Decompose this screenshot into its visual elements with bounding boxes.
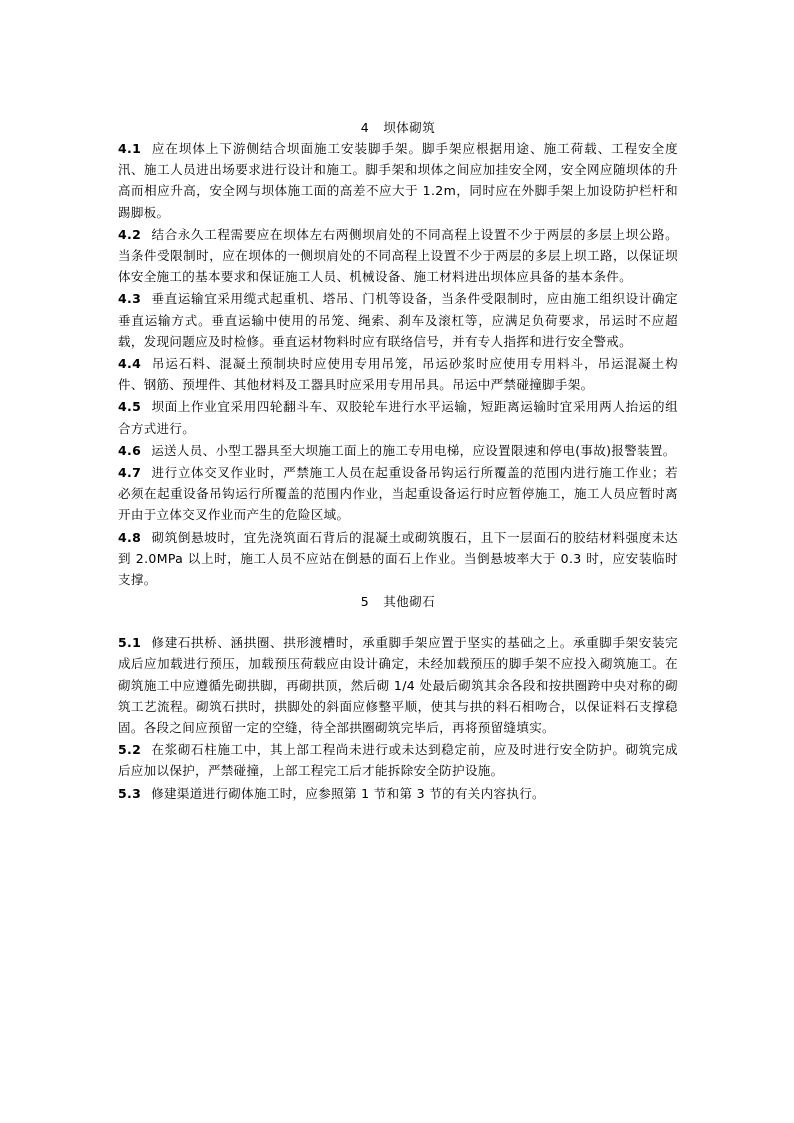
clause-text: 结合永久工程需要应在坝体左右两侧坝肩处的不同高程上设置不少于两层的多层上坝公路。当条件受限制时，应在坝体的一侧坝肩处的不同高程上设置不少于两层的多层上坝工路，以保证坝体安全施工的基本要求和保证施工人员、机械设备、施工材料进出坝体应具备的基本条件。 bbox=[118, 226, 678, 285]
clause-text: 修建渠道进行砌体施工时，应参照第 1 节和第 3 节的有关内容执行。 bbox=[151, 785, 545, 801]
clause-text: 运送人员、小型工器具至大坝施工面上的施工专用电梯，应设置限速和停电(事故)报警装置。 bbox=[151, 442, 676, 458]
clause-number: 5.1 bbox=[118, 635, 142, 651]
clause-text: 进行立体交叉作业时，严禁施工人员在起重设备吊钩运行所覆盖的范围内进行施工作业；若必须在起重设备吊钩运行所覆盖的范围内作业，当起重设备运行时应暂停施工，施工人员应暂时离开由于立体交叉作业而产生的危险区域。 bbox=[118, 465, 678, 523]
section-number: 5 bbox=[360, 594, 370, 610]
clause-4-8 bbox=[118, 527, 678, 591]
clause-5-1 bbox=[118, 632, 678, 738]
clause-4-2 bbox=[118, 224, 678, 288]
clause-5-3 bbox=[118, 783, 678, 804]
section-number: 4 bbox=[360, 120, 370, 135]
clause-number: 4.4 bbox=[118, 356, 142, 372]
clause-number: 5.3 bbox=[118, 785, 142, 801]
clause-text: 吊运石料、混凝土预制块时应使用专用吊笼，吊运砂浆时应使用专用料斗，吊运混凝土构件、钢筋、预埋件、其他材料及工器具时应采用专用吊具。吊运中严禁碰撞脚手架。 bbox=[118, 356, 678, 393]
clause-number: 4.8 bbox=[118, 529, 142, 545]
clause-text: 应在坝体上下游侧结合坝面施工安装脚手架。脚手架应根据用途、施工荷载、工程安全度汛、施工人员进出场要求进行设计和施工。脚手架和坝体之间应加挂安全网，安全网应随坝体的升高而相应升高，安全网与坝体施工面的高差不应大于 1.2m，同时应在外脚手架上加设防护栏杆和踢脚板。 bbox=[118, 141, 678, 220]
clause-4-1 bbox=[118, 138, 678, 223]
section-heading-5 bbox=[118, 591, 678, 612]
clause-text: 砌筑倒悬坡时，宜先浇筑面石背后的混凝土或砌筑腹石，且下一层面石的胶结材料强度未达到 2.0MPa 以上时，施工人员不应站在倒悬的面石上作业。当倒悬坡率大于 0.3 时，应安装临时支撑。 bbox=[118, 529, 678, 588]
clause-number: 4.1 bbox=[118, 141, 142, 156]
clause-number: 4.5 bbox=[118, 399, 142, 415]
clause-5-2 bbox=[118, 739, 678, 781]
clause-text: 在浆砌石柱施工中，其上部工程尚未进行或未达到稳定前，应及时进行安全防护。砌筑完成后应加以保护，严禁碰撞，上部工程完工后才能拆除安全防护设施。 bbox=[118, 742, 678, 779]
clause-4-4 bbox=[118, 353, 678, 395]
clause-text: 垂直运输宜采用缆式起重机、塔吊、门机等设备，当条件受限制时，应由施工组织设计确定垂直运输方式。垂直运输中使用的吊笼、绳索、刹车及滚杠等，应满足负荷要求，吊运时不应超载，发现问题应及时检修。垂直运材物料时应有联络信号，并有专人指挥和进行安全警戒。 bbox=[118, 291, 678, 349]
clause-4-6 bbox=[118, 440, 678, 461]
document-page bbox=[118, 117, 678, 805]
clause-number: 4.6 bbox=[118, 442, 142, 458]
clause-4-5 bbox=[118, 396, 678, 438]
section-title: 其他砌石 bbox=[383, 594, 436, 610]
section-heading-4 bbox=[118, 117, 678, 138]
clause-number: 5.2 bbox=[118, 742, 142, 758]
clause-text: 修建石拱桥、涵拱圈、拱形渡槽时，承重脚手架应置于坚实的基础之上。承重脚手架安装完成后应加载进行预压，加载预压荷载应由设计确定，未经加载预压的脚手架不应投入砌筑施工。在砌筑施工中应遵循先砌拱脚，再砌拱顶，然后砌 1/4 处最后砌筑其余各段和按拱圈跨中央对称的砌筑工艺流程。砌筑石拱时，拱脚处的斜面应修整平顺，使其与拱的料石相吻合，以保证料石支撑稳固。各段之间应预留一定的空缝，待全部拱圈砌筑完毕后，再将预留缝填实。 bbox=[118, 635, 678, 736]
section-title: 坝体砌筑 bbox=[383, 120, 436, 135]
clause-4-7 bbox=[118, 462, 678, 526]
clause-text: 坝面上作业宜采用四轮翻斗车、双胶轮车进行水平运输，短距离运输时宜采用两人抬运的组合方式进行。 bbox=[118, 399, 678, 436]
clause-number: 4.3 bbox=[118, 291, 142, 307]
clause-number: 4.7 bbox=[118, 465, 142, 481]
clause-4-3 bbox=[118, 288, 678, 352]
clause-number: 4.2 bbox=[118, 226, 142, 242]
section-spacer bbox=[118, 612, 678, 632]
